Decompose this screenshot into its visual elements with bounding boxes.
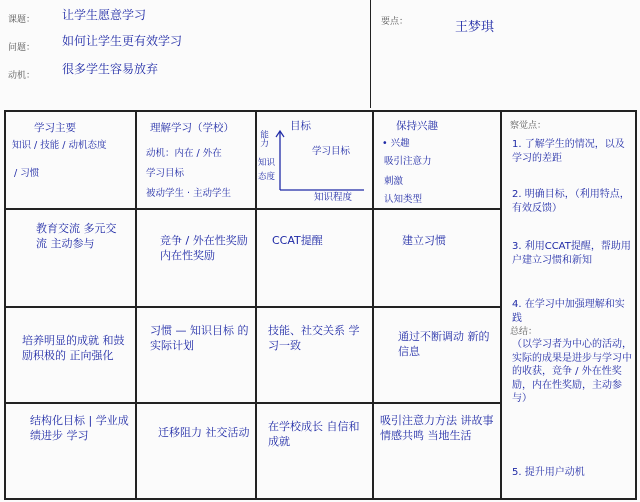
row2-col2: 习惯 — 知识目标 的实际计划	[150, 324, 249, 352]
row1-col1: 教育交流 多元交流 主动参与	[36, 222, 117, 250]
grid-hline-3	[4, 402, 501, 404]
grid-hline-1	[4, 208, 501, 210]
motive-label: 动机：	[8, 70, 36, 80]
problem-label: 问题：	[8, 42, 36, 52]
observe-item-4: 4. 在学习中加强理解和实践	[512, 299, 625, 324]
col4-note-4: 认知类型	[384, 194, 423, 205]
row3-col1: 结构化目标 | 学业成绩进步 学习	[30, 414, 129, 442]
grid-vline-1	[4, 110, 6, 500]
row2-col4: 通过不断调动 新的信息	[398, 330, 490, 358]
keypoint-value: 王梦琪	[455, 20, 495, 35]
row2-col1: 培养明显的成就 和鼓励积极的 正向强化	[22, 334, 125, 362]
grid-vline-5	[500, 110, 502, 500]
header-bottom-line	[4, 110, 636, 112]
col1-note-1: 知识 / 技能 / 动机态度	[12, 140, 107, 151]
summary-label: 总结：	[510, 326, 538, 336]
problem-value: 如何让学生更有效学习	[62, 34, 183, 48]
col3-axis-label: 知识程度	[314, 192, 353, 203]
row2-col3: 技能、社交关系 学习一致	[268, 324, 360, 352]
grid-vline-4	[372, 110, 374, 500]
grid-vline-2	[135, 110, 137, 500]
grid-vline-3	[255, 110, 257, 500]
row3-col2: 迁移阻力 社交活动	[158, 426, 250, 439]
col3-goal-note: 学习目标	[312, 146, 351, 157]
row1-col2: 竞争 / 外在性奖励 内在性奖励	[160, 234, 248, 262]
col4-note-2: 吸引注意力	[384, 156, 432, 167]
header-divider-vertical	[370, 0, 371, 108]
col2-note-1: 动机：内在 / 外在	[146, 148, 222, 159]
grid-bottom-line	[4, 498, 636, 500]
row3-col4: 吸引注意力方法 讲故事 情感共鸣 当地生活	[380, 414, 494, 442]
row1-col3: CCAT提醒	[272, 234, 323, 247]
motive-value: 很多学生容易放弃	[62, 62, 159, 76]
col3-axis-attitude: 态度	[258, 172, 276, 182]
observe-item-1: 1. 了解学生的情况，以及学习的差距	[512, 139, 625, 164]
name-label: 课题：	[8, 14, 36, 24]
grid-vline-6	[635, 110, 637, 500]
observe-item-3: 3. 利用CCAT提醒，帮助用户建立习惯和新知	[512, 241, 631, 266]
observe-item-2: 2. 明确目标，（利用特点，有效反馈）	[512, 189, 630, 214]
col3-axis-knowledge: 知识	[258, 158, 276, 168]
col2-note-3: 被动学生 · 主动学生	[146, 188, 232, 199]
col3-title: 目标	[290, 120, 311, 132]
keypoint-label: 要点：	[381, 16, 409, 26]
col4-note-3: 刺激	[384, 176, 404, 187]
col2-note-2: 学习目标	[146, 168, 185, 179]
col3-axis-ability: 能力	[258, 130, 269, 147]
col2-title: 理解学习（学校）	[150, 122, 234, 134]
row1-col4: 建立习惯	[402, 234, 446, 247]
col4-title: 保持兴趣	[396, 120, 438, 132]
summary-item-1: （以学习者为中心的活动，实际的成果是进步与学习中的收获，竞争 / 外在性奖励，内在性奖励，主动参与）	[512, 339, 632, 404]
row3-col3: 在学校成长 自信和成就	[268, 420, 360, 448]
observe-label: 察觉点：	[510, 120, 547, 130]
summary-item-2: 5. 提升用户动机	[512, 467, 585, 478]
col1-note-2: / 习惯	[14, 168, 40, 179]
col1-title: 学习主要	[34, 122, 76, 134]
name-value: 让学生愿意学习	[62, 8, 147, 22]
col4-note-1: • 兴趣	[382, 138, 410, 149]
grid-hline-2	[4, 306, 501, 308]
